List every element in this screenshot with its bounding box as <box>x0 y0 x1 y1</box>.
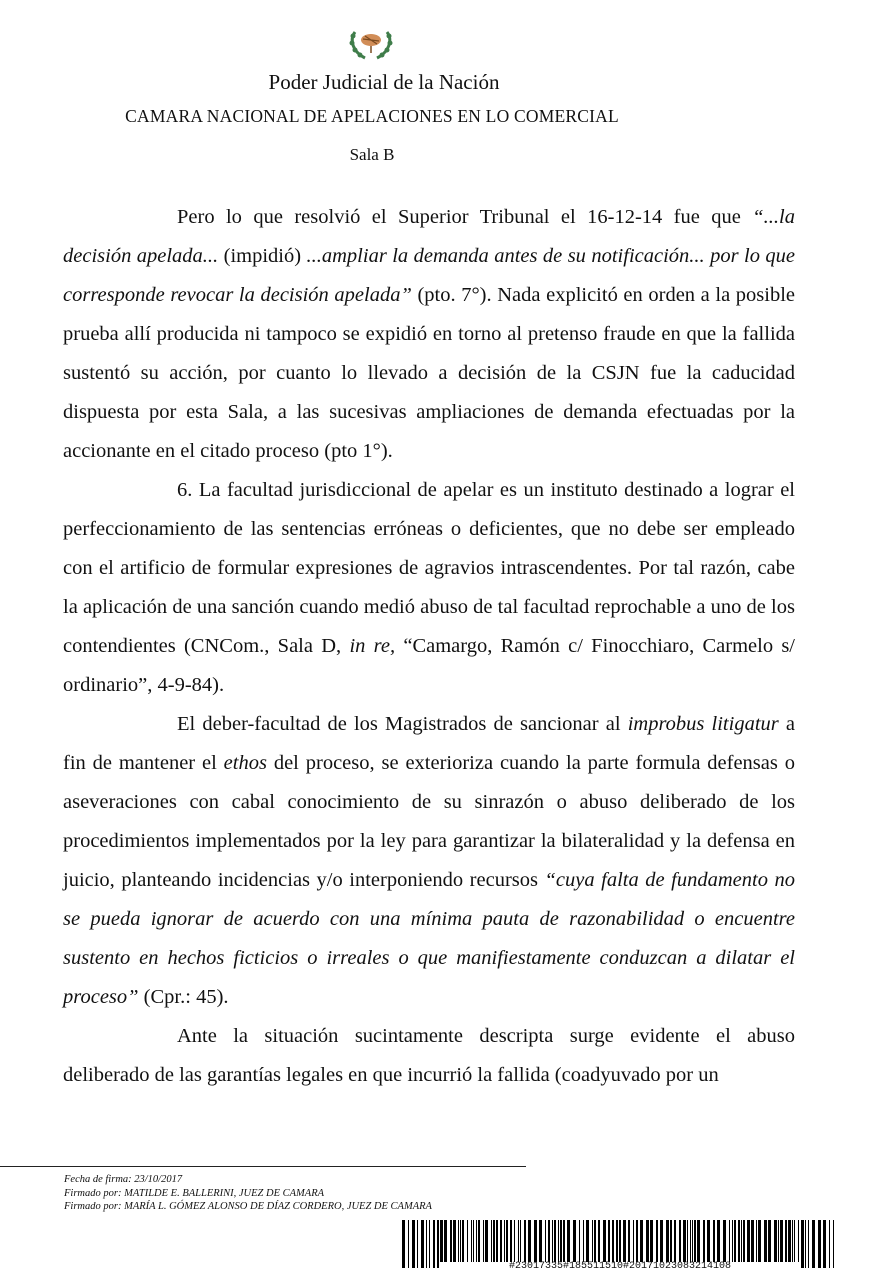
barcode-bar <box>792 1220 793 1268</box>
court-name: Poder Judicial de la Nación <box>268 70 500 94</box>
barcode-bar <box>774 1220 777 1268</box>
paragraph-3 <box>63 705 795 1017</box>
barcode-bar <box>780 1220 783 1268</box>
chamber-name: CAMARA NACIONAL DE APELACIONES EN LO COMERCIAL <box>125 106 619 126</box>
text-run: Pero lo que resolvió el Superior Tribunal el 16-12-14 fue que <box>177 206 753 228</box>
barcode-bar <box>496 1220 498 1268</box>
signature-date: Fecha de firma: 23/10/2017 <box>64 1174 183 1185</box>
barcode-bar <box>458 1220 459 1268</box>
text-run: Ante la situación sucintamente descripta surge evidente el abuso deliberado de las garantías legales en que incurrió la fallida (coadyuvado por un <box>63 1025 795 1086</box>
barcode-bar <box>421 1220 424 1268</box>
italic-run: in re, <box>349 635 396 657</box>
paragraph-2 <box>63 471 795 705</box>
barcode-bar <box>798 1220 799 1268</box>
italic-run: ethos <box>223 752 267 774</box>
barcode-bar <box>785 1220 787 1268</box>
barcode-bar <box>453 1220 456 1268</box>
barcode-bar <box>741 1220 742 1268</box>
barcode-bar <box>778 1220 779 1268</box>
barcode-bar <box>491 1220 492 1268</box>
barcode-bar <box>805 1220 806 1268</box>
signature-signer-2: Firmado por: MARÍA L. GÓMEZ ALONSO DE DÍAZ CORDERO, JUEZ DE CAMARA <box>64 1201 432 1212</box>
barcode-bar <box>504 1220 505 1268</box>
barcode-bar <box>402 1220 405 1268</box>
barcode-bar <box>794 1220 795 1268</box>
barcode-text: #23017335#185511510#20171023083214108 <box>440 1262 800 1272</box>
barcode-bar <box>412 1220 415 1268</box>
italic-run: “cuya falta de fundamento no se pueda ignorar de acuerdo con una mínima pauta de razonabilidad o encuentre sustento en hechos ficticios o irreales o que manifiestamente conduzcan a dilatar el proceso” <box>63 869 795 1008</box>
barcode-bar <box>833 1220 834 1268</box>
barcode-bar <box>823 1220 826 1268</box>
barcode-bar <box>768 1220 771 1268</box>
barcode-bar <box>818 1220 821 1268</box>
barcode-bar <box>788 1220 791 1268</box>
barcode-bar <box>485 1220 488 1268</box>
barcode-bar <box>444 1220 447 1268</box>
text-run: (pto. 7°). Nada explicitó en orden a la posible prueba allí producida ni tampoco se expidió en torno al pretenso fraude en que la fallida sustentó su acción, por cuanto lo llevado a decisión de la CSJN fue la caducidad dispuesta por esta Sala, a las sucesivas ampliaciones de demanda efectuadas por la accionante en el citado proceso (pto 1°). <box>63 284 795 462</box>
barcode-bar <box>756 1220 757 1268</box>
barcode-bar <box>429 1220 430 1268</box>
text-run: (Cpr.: 45). <box>138 986 229 1008</box>
barcode-bar <box>462 1220 464 1268</box>
document-body <box>63 198 795 1095</box>
barcode-bar <box>460 1220 461 1268</box>
barcode-bar <box>829 1220 830 1268</box>
barcode-bar <box>467 1220 468 1268</box>
signature-signer-1: Firmado por: MATILDE E. BALLERINI, JUEZ DE CAMARA <box>64 1187 325 1199</box>
footer-divider <box>0 1166 526 1167</box>
paragraph-4 <box>63 1017 795 1095</box>
barcode-bar <box>476 1220 477 1268</box>
barcode-bar <box>471 1220 472 1268</box>
barcode-bar <box>764 1220 767 1268</box>
barcode-bar <box>440 1220 443 1268</box>
barcode-bar <box>732 1220 733 1268</box>
coat-of-arms-icon <box>345 26 397 62</box>
barcode-bar <box>417 1220 418 1268</box>
barcode-bar <box>493 1220 495 1268</box>
barcode-bar <box>408 1220 409 1268</box>
barcode-bar <box>478 1220 480 1268</box>
barcode-bar <box>801 1220 804 1268</box>
barcode-bar <box>812 1220 815 1268</box>
barcode-bar <box>758 1220 761 1268</box>
barcode-bar <box>506 1220 508 1268</box>
barcode-bar <box>738 1220 740 1268</box>
barcode-bar <box>734 1220 736 1268</box>
italic-run: improbus litigatur <box>627 713 779 735</box>
barcode-bar <box>473 1220 474 1268</box>
paragraph-1 <box>63 198 795 471</box>
text-run: a fin de mantener el <box>63 713 795 774</box>
text-run: 6. La facultad jurisdiccional de apelar es un instituto destinado a lograr el perfeccionamiento de las sentencias erróneas o deficientes, que no debe ser empleado con el artificio de formular expresiones de agravios intrascendentes. Por tal razón, cabe la aplicación de una sanción cuando medió abuso de tal facultad reprochable a uno de los contendientes (CNCom., Sala D, <box>63 479 795 657</box>
barcode-bar <box>437 1220 439 1268</box>
signature-block <box>64 1173 432 1214</box>
barcode-bar <box>433 1220 435 1268</box>
text-run: “Camargo, Ramón c/ Finocchiaro, Carmelo s/ ordinario”, 4-9-84). <box>63 635 796 696</box>
barcode-bar <box>747 1220 750 1268</box>
italic-run: “...la decisión apelada... <box>63 206 795 267</box>
barcode-bar <box>500 1220 502 1268</box>
text-run: (impidió) <box>218 245 307 267</box>
text-run: del proceso, se exterioriza cuando la parte formula defensas o aseveraciones con cabal conocimiento de su sinrazón o abuso deliberado de los procedimientos implementados por la ley para garantizar la bilateralidad y la defensa en juicio, planteando incidencias y/o interponiendo recursos <box>63 752 795 891</box>
barcode-bar <box>483 1220 484 1268</box>
italic-run: ...ampliar la demanda antes de su notificación... por lo que corresponde revocar la decisión apelada” <box>63 245 795 306</box>
barcode-bar <box>450 1220 452 1268</box>
chamber-room: Sala B <box>349 145 395 164</box>
barcode-bar <box>808 1220 809 1268</box>
barcode-bar <box>426 1220 427 1268</box>
barcode-bar <box>751 1220 754 1268</box>
barcode-bar <box>743 1220 745 1268</box>
text-run: El deber-facultad de los Magistrados de sancionar al <box>177 713 628 735</box>
